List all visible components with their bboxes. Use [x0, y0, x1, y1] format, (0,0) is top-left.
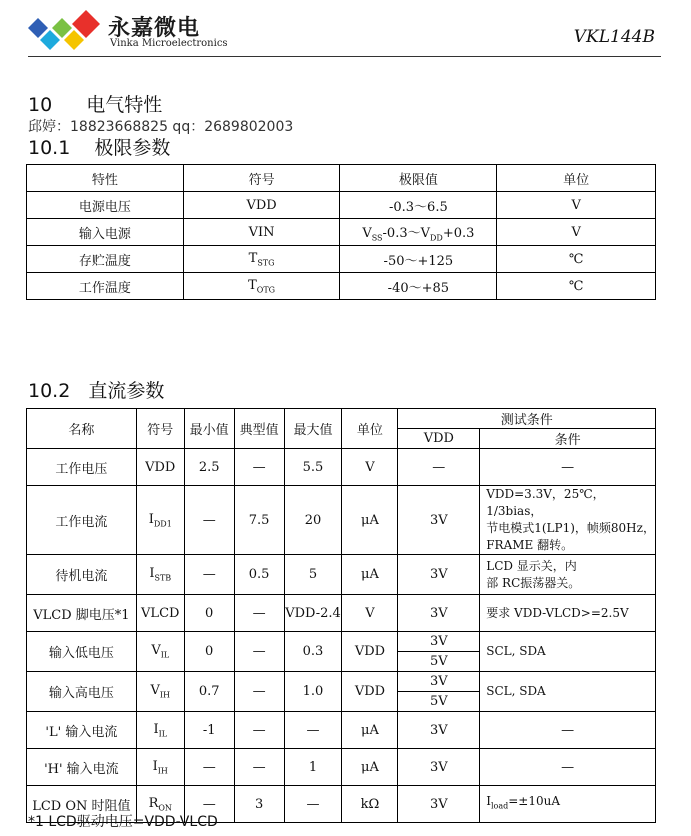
param-symbol: VLCD — [136, 595, 184, 632]
table-header-row — [27, 165, 656, 192]
section-title: 极限参数 — [94, 137, 171, 159]
header-max: 最大值 — [284, 409, 342, 449]
param-condition: SCL, SDA — [480, 672, 656, 712]
section-title: 电气特性 — [86, 94, 163, 116]
header-test-conditions: 测试条件 — [398, 409, 656, 429]
param-vdd: 3V — [398, 595, 480, 632]
table-row — [27, 486, 656, 555]
param-vdd: 3V — [398, 749, 480, 786]
param-name: 输入电源 — [27, 219, 184, 246]
condition-line: VDD=3.3V，25℃，1/3bias， — [486, 487, 605, 518]
param-typ: — — [234, 749, 284, 786]
symbol-main: I — [149, 566, 155, 582]
param-condition: SCL, SDA — [480, 632, 656, 672]
symbol-main: T — [248, 277, 257, 293]
param-max: 0.3 — [284, 632, 342, 672]
section-title: 直流参数 — [88, 380, 165, 402]
header-cell: 特性 — [27, 165, 184, 192]
param-symbol — [183, 246, 340, 273]
param-max: 1 — [284, 749, 342, 786]
symbol-sub: IL — [160, 650, 170, 660]
param-name: 电源电压 — [27, 192, 184, 219]
param-vdd: 3V — [398, 632, 480, 652]
param-unit: kΩ — [342, 786, 398, 823]
table-row — [27, 246, 656, 273]
param-condition: — — [480, 712, 656, 749]
param-name: 存贮温度 — [27, 246, 184, 273]
param-vdd: 3V — [398, 672, 480, 692]
table-row — [27, 273, 656, 300]
param-symbol — [136, 632, 184, 672]
symbol-sub: DD1 — [153, 519, 172, 529]
param-value: -0.3～6.5 — [340, 192, 497, 219]
param-min: 0 — [184, 632, 234, 672]
table-row — [27, 449, 656, 486]
param-vdd: 5V — [398, 692, 480, 712]
param-typ: — — [234, 712, 284, 749]
header-symbol: 符号 — [136, 409, 184, 449]
brand-name-cn: 永嘉微电 — [108, 16, 201, 41]
param-symbol — [136, 555, 184, 595]
condition-sub: load — [490, 801, 509, 811]
table-row — [27, 192, 656, 219]
param-min: — — [184, 749, 234, 786]
condition-line: 部 RC振荡器关。 — [486, 575, 581, 590]
param-condition — [480, 555, 656, 595]
param-symbol — [183, 273, 340, 300]
symbol-sub: STB — [154, 573, 172, 583]
param-max: — — [284, 712, 342, 749]
param-symbol — [136, 712, 184, 749]
header-name: 名称 — [27, 409, 137, 449]
param-min: — — [184, 786, 234, 823]
section-10-heading — [28, 90, 162, 117]
section-number: 10.1 — [28, 137, 71, 159]
section-number: 10.2 — [28, 380, 71, 402]
symbol-sub: ON — [158, 803, 172, 813]
param-unit: VDD — [342, 632, 398, 672]
param-typ: — — [234, 672, 284, 712]
header-unit: 单位 — [342, 409, 398, 449]
param-value — [340, 219, 497, 246]
symbol-sub: STG — [257, 258, 275, 268]
param-unit: μA — [342, 712, 398, 749]
symbol-main: I — [152, 758, 158, 774]
table-header-row — [27, 409, 656, 429]
param-min: 2.5 — [184, 449, 234, 486]
param-vdd: — — [398, 449, 480, 486]
condition-line: LCD 显示关，内 — [486, 558, 577, 573]
table-row — [27, 632, 656, 652]
param-min: — — [184, 486, 234, 555]
param-name: 'L' 输入电流 — [27, 712, 137, 749]
param-condition: — — [480, 449, 656, 486]
param-vdd: 5V — [398, 652, 480, 672]
param-unit: VDD — [342, 672, 398, 712]
param-value: -50～+125 — [340, 246, 497, 273]
param-min: -1 — [184, 712, 234, 749]
param-min: 0.7 — [184, 672, 234, 712]
param-condition — [480, 786, 656, 823]
part-number: VKL144B — [573, 27, 655, 47]
absolute-max-table — [26, 164, 656, 300]
header-cell: 极限值 — [340, 165, 497, 192]
param-typ: 0.5 — [234, 555, 284, 595]
param-min: — — [184, 555, 234, 595]
param-typ: 7.5 — [234, 486, 284, 555]
section-10-2-heading — [28, 376, 164, 403]
param-condition — [480, 486, 656, 555]
header-condition: 条件 — [480, 429, 656, 449]
param-symbol: VDD — [183, 192, 340, 219]
param-name: 输入低电压 — [27, 632, 137, 672]
condition-tail: =±10uA — [508, 794, 561, 809]
param-vdd: 3V — [398, 555, 480, 595]
param-unit: ℃ — [497, 246, 656, 273]
table-row — [27, 712, 656, 749]
section-number: 10 — [28, 94, 53, 116]
param-typ: — — [234, 632, 284, 672]
header-min: 最小值 — [184, 409, 234, 449]
contact-line: 邱婷：18823668825 qq：2689802003 — [28, 119, 294, 135]
condition-line: FRAME 翻转。 — [486, 538, 574, 552]
header-cell: 符号 — [183, 165, 340, 192]
symbol-main: I — [153, 721, 159, 737]
param-name: 工作温度 — [27, 273, 184, 300]
table-row — [27, 749, 656, 786]
param-vdd: 3V — [398, 486, 480, 555]
section-10-1-heading — [28, 133, 170, 160]
param-symbol — [136, 486, 184, 555]
header-rule — [28, 56, 661, 57]
param-symbol — [136, 672, 184, 712]
param-typ: — — [234, 595, 284, 632]
value-part: +0.3 — [442, 225, 475, 241]
symbol-main: V — [150, 683, 160, 699]
param-unit: μA — [342, 749, 398, 786]
param-max: — — [284, 786, 342, 823]
table-row — [27, 219, 656, 246]
footnote: *1 LCD驱动电压=VDD-VLCD — [28, 814, 218, 830]
param-max: VDD-2.4 — [284, 595, 342, 632]
param-name: 待机电流 — [27, 555, 137, 595]
value-sub: SS — [371, 233, 383, 243]
param-unit: ℃ — [497, 273, 656, 300]
param-symbol: VDD — [136, 449, 184, 486]
header-typ: 典型值 — [234, 409, 284, 449]
param-max: 5.5 — [284, 449, 342, 486]
symbol-sub: IL — [158, 729, 168, 739]
param-name: 输入高电压 — [27, 672, 137, 712]
symbol-sub: IH — [157, 766, 168, 776]
table-row — [27, 672, 656, 692]
value-part: V — [362, 225, 372, 241]
param-unit: V — [497, 219, 656, 246]
value-sub: DD — [430, 233, 443, 243]
param-vdd: 3V — [398, 712, 480, 749]
param-name: VLCD 脚电压*1 — [27, 595, 137, 632]
param-max: 20 — [284, 486, 342, 555]
param-condition: — — [480, 749, 656, 786]
table-row — [27, 595, 656, 632]
param-max: 5 — [284, 555, 342, 595]
header-cell: 单位 — [497, 165, 656, 192]
param-condition: 要求 VDD-VLCD>=2.5V — [480, 595, 656, 632]
condition-line: 节电模式1(LP1)，帧频80Hz， — [486, 521, 655, 535]
param-vdd: 3V — [398, 786, 480, 823]
symbol-main: I — [148, 511, 154, 527]
param-unit: μA — [342, 555, 398, 595]
param-name: 工作电流 — [27, 486, 137, 555]
param-max: 1.0 — [284, 672, 342, 712]
param-typ: 3 — [234, 786, 284, 823]
param-name: LCD ON 时阻值 — [27, 786, 137, 823]
param-value: -40～+85 — [340, 273, 497, 300]
brand-name-en: Vinka Microelectronics — [110, 38, 228, 49]
param-unit: μA — [342, 486, 398, 555]
table-row — [27, 555, 656, 595]
symbol-sub: IH — [159, 690, 171, 700]
condition-main: I — [486, 794, 491, 809]
param-symbol — [136, 749, 184, 786]
param-name: 工作电压 — [27, 449, 137, 486]
param-unit: V — [342, 449, 398, 486]
symbol-main: T — [248, 250, 258, 266]
param-name: 'H' 输入电流 — [27, 749, 137, 786]
param-symbol: VIN — [183, 219, 340, 246]
symbol-sub: OTG — [256, 285, 276, 295]
value-part: -0.3～V — [382, 225, 430, 241]
param-unit: V — [342, 595, 398, 632]
symbol-main: R — [148, 795, 159, 811]
symbol-main: V — [151, 643, 161, 659]
dc-parameters-table — [26, 408, 656, 823]
param-typ: — — [234, 449, 284, 486]
param-min: 0 — [184, 595, 234, 632]
header-vdd: VDD — [398, 429, 480, 449]
company-logo — [28, 10, 103, 50]
param-unit: V — [497, 192, 656, 219]
